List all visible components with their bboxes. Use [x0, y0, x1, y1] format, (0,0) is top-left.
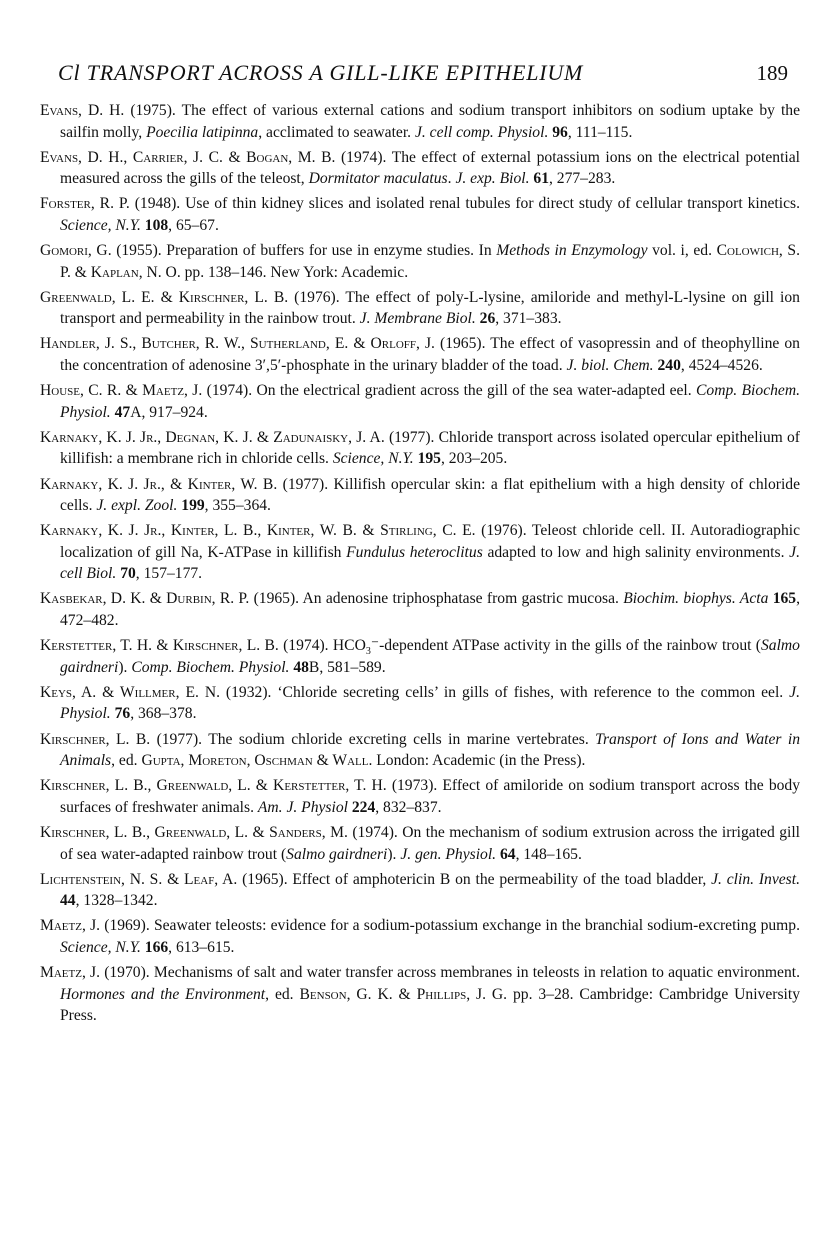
reference-journal: Science, N.Y. — [60, 938, 141, 956]
reference-authors: Kirschner, L. B., Greenwald, L. & Sanders, M. — [40, 823, 348, 841]
reference-entry — [40, 962, 800, 1027]
reference-title: ‘Chloride secreting cells’ in gills of fishes, with reference to the common eel. — [277, 683, 790, 701]
reference-journal: Am. J. Physiol — [257, 798, 348, 816]
reference-volume: 70 — [120, 565, 136, 583]
reference-text: , acclimated to seawater. — [258, 123, 415, 141]
reference-journal: J. cell Biol. — [60, 543, 800, 583]
reference-year: (1974). — [278, 637, 333, 655]
reference-volume: 44 — [60, 892, 76, 910]
reference-year: (1973). — [386, 777, 443, 795]
reference-volume: 166 — [144, 938, 169, 956]
reference-year: (1975). — [124, 102, 182, 119]
reference-pages: , 65–67. — [168, 216, 219, 234]
reference-year: (1955). — [111, 242, 167, 260]
reference-text: vol. i, ed. — [647, 242, 717, 260]
reference-book-title: Methods in Enzymology — [496, 242, 648, 260]
reference-entry — [40, 147, 800, 190]
reference-volume: 96 — [552, 123, 568, 141]
reference-volume: 64 — [499, 845, 516, 863]
reference-volume: 26 — [479, 310, 496, 328]
reference-volume: 224 — [351, 798, 376, 816]
reference-authors: Maetz, J. — [40, 963, 101, 981]
reference-journal: Science, N.Y. — [60, 216, 141, 234]
running-title: Cl TRANSPORT ACROSS A GILL-LIKE EPITHELIUM — [58, 60, 584, 85]
reference-book-title: Hormones and the Environment — [60, 985, 266, 1003]
reference-volume-suffix: B — [308, 658, 320, 676]
reference-year: (1976). — [288, 288, 346, 306]
reference-authors: Handler, J. S., Butcher, R. W., Sutherland, E. & Orloff, J. — [40, 335, 435, 353]
reference-entry — [40, 100, 800, 143]
reference-title: On the electrical gradient across the gill of the sea water-adapted eel. — [256, 382, 697, 400]
reference-text: . — [447, 170, 456, 188]
reference-entry — [40, 240, 800, 283]
reference-entry — [40, 193, 800, 236]
reference-year: (1948). — [129, 195, 186, 213]
reference-entry — [40, 729, 800, 772]
reference-year: (1977). — [150, 730, 209, 748]
reference-volume: 195 — [417, 450, 441, 468]
reference-year: (1977). — [384, 428, 439, 446]
reference-journal: Science, N.Y. — [332, 450, 414, 468]
reference-journal: Comp. Biochem. Physiol. — [131, 658, 290, 676]
reference-title: Preparation of buffers for use in enzyme studies. In — [166, 242, 497, 260]
reference-volume: 48 — [293, 658, 309, 676]
reference-text: ). — [118, 658, 132, 676]
reference-authors: Lichtenstein, N. S. & Leaf, A. — [40, 870, 238, 888]
reference-volume: 240 — [657, 357, 681, 375]
reference-entry — [40, 427, 800, 470]
reference-journal: J. expl. Zool. — [96, 497, 178, 515]
reference-journal: J. biol. Chem. — [566, 357, 654, 375]
reference-entry — [40, 682, 800, 725]
reference-journal: J. Membrane Biol. — [359, 310, 476, 328]
reference-volume: 199 — [181, 497, 205, 515]
reference-entry — [40, 474, 800, 517]
reference-journal: J. Physiol. — [60, 683, 800, 723]
reference-title: The effect of vasopressin and of theophylline on the concentration of adenosine 3′,5′-phosphate in the urinary bladder of the toad. — [60, 335, 800, 375]
reference-list — [40, 100, 800, 1030]
reference-pages: , 472–482. — [60, 590, 800, 630]
reference-pages: , 355–364. — [204, 497, 271, 515]
reference-journal: J. gen. Physiol. — [400, 845, 497, 863]
reference-pages: , 148–165. — [515, 845, 582, 863]
reference-title: On the mechanism of sodium extrusion across the irrigated gill of sea water-adapted rainbow trout ( — [60, 823, 800, 863]
reference-authors: Evans, D. H. — [40, 102, 125, 119]
reference-year: (1977). — [277, 475, 334, 493]
reference-year: (1965). — [434, 335, 491, 353]
reference-entry — [40, 588, 800, 631]
reference-pages: , 157–177. — [135, 565, 203, 583]
reference-entry — [40, 869, 800, 912]
reference-entry — [40, 775, 800, 818]
reference-volume: 47 — [114, 403, 131, 421]
reference-pages: , 1328–1342. — [75, 892, 158, 910]
reference-journal: Comp. Biochem. Physiol. — [60, 382, 800, 421]
reference-authors: Gomori, G. — [40, 242, 112, 260]
reference-entry — [40, 822, 800, 865]
reference-pages: , 917–924. — [141, 403, 208, 421]
reference-text: ). — [387, 845, 401, 863]
reference-entry — [40, 333, 800, 376]
reference-authors: Kasbekar, D. K. & Durbin, R. P. — [40, 590, 250, 608]
reference-volume: 108 — [144, 216, 169, 234]
reference-title: An adenosine triphosphatase from gastric mucosa. — [302, 590, 624, 608]
running-header — [58, 60, 788, 90]
reference-book-title: Transport of Ions and Water in Animals — [60, 730, 800, 770]
reference-editors: Benson, G. K. & Phillips, J. G. — [299, 985, 508, 1003]
reference-text: adapted to low and high salinity environments. — [482, 543, 790, 561]
reference-title: Chloride transport across isolated opercular epithelium of killifish: a membrane rich in chloride cells. — [60, 428, 800, 468]
reference-journal: J. cell comp. Physiol. — [414, 123, 549, 141]
reference-text: , ed. — [111, 752, 142, 770]
reference-title: The effect of poly-L-lysine, amiloride and methyl-L-lysine on gill ion transport and permeability in the rainbow trout. — [60, 288, 800, 328]
reference-text: , ed. — [265, 985, 300, 1003]
reference-journal: Biochim. biophys. Acta — [623, 590, 769, 608]
reference-title: Seawater teleosts: evidence for a sodium-potassium exchange in the branchial sodium-excreting pump. — [153, 917, 800, 935]
reference-year: (1970). — [100, 963, 154, 981]
reference-authors: Karnaky, K. J. Jr., Degnan, K. J. & Zadunaisky, J. A. — [40, 428, 385, 446]
reference-pages: , 613–615. — [168, 938, 235, 956]
reference-editors: Gupta, Moreton, Oschman & Wall — [141, 752, 369, 770]
reference-pages: , 368–378. — [130, 705, 197, 723]
reference-year: (1974). — [202, 382, 257, 400]
reference-year: (1969). — [100, 917, 154, 935]
reference-subscript: 3 — [365, 646, 371, 658]
reference-title-prefix: HCO — [332, 637, 366, 655]
reference-pages: , 4524–4526. — [680, 357, 763, 375]
reference-publisher: . London: Academic (in the Press). — [368, 752, 586, 770]
reference-species: Fundulus heteroclitus — [346, 543, 483, 561]
reference-title: Teleost chloride cell. II. Autoradiographic localization of gill Na, K-ATPase in killifish — [60, 522, 800, 561]
reference-authors: Forster, R. P. — [40, 195, 130, 213]
reference-entry — [40, 635, 800, 678]
reference-authors: Evans, D. H., Carrier, J. C. & Bogan, M. B. — [40, 148, 336, 166]
reference-pages: , 581–589. — [319, 658, 386, 676]
reference-title: Mechanisms of salt and water transfer across membranes in teleosts in relation to aquatic environment. — [153, 963, 800, 981]
reference-pages: , 111–115. — [567, 123, 633, 141]
reference-authors: Kirschner, L. B., Greenwald, L. & Kerstetter, T. H. — [40, 777, 387, 795]
reference-entry — [40, 520, 800, 585]
reference-volume-suffix: A — [130, 403, 142, 421]
reference-title: The sodium chloride excreting cells in marine vertebrates. — [208, 730, 596, 748]
reference-title: Effect of amphotericin B on the permeability of the toad bladder, — [292, 870, 712, 888]
reference-authors: Keys, A. & Willmer, E. N. — [40, 683, 220, 701]
reference-title: Use of thin kidney slices and isolated renal tubules for direct study of cellular transport kinetics. — [185, 195, 800, 213]
reference-publisher: pp. 138–146. New York: Academic. — [180, 263, 409, 281]
reference-journal: J. exp. Biol. — [455, 170, 530, 188]
reference-authors: Greenwald, L. E. & Kirschner, L. B. — [40, 288, 289, 306]
reference-volume: 61 — [533, 170, 549, 188]
reference-year: (1965). — [249, 590, 303, 608]
reference-entry — [40, 380, 800, 423]
reference-year: (1974). — [347, 823, 403, 841]
reference-entry — [40, 915, 800, 958]
reference-title: The effect of external potassium ions on the electrical potential measured across the gills of the teleost, — [60, 148, 800, 188]
reference-year: (1974). — [335, 148, 392, 166]
page-number: 189 — [756, 61, 788, 85]
reference-species: Salmo gairdneri — [60, 637, 800, 676]
reference-title: ⁻-dependent ATPase activity in the gills of the rainbow trout ( — [370, 637, 761, 655]
reference-pages: , 203–205. — [440, 450, 508, 468]
reference-volume: 76 — [114, 705, 131, 723]
reference-pages: , 277–283. — [548, 170, 616, 188]
reference-editors: Colowich, S. P. & Kaplan, N. O. — [60, 242, 800, 281]
reference-authors: Maetz, J. — [40, 917, 101, 935]
reference-title: The effect of various external cations and sodium transport inhibitors on sodium uptake by the sailfin molly, — [60, 102, 800, 141]
reference-pages: , 832–837. — [375, 798, 442, 816]
reference-species: Dormitator maculatus — [308, 170, 448, 188]
reference-authors: Kirschner, L. B. — [40, 730, 151, 748]
reference-year: (1976). — [475, 522, 532, 540]
reference-authors: Karnaky, K. J. Jr., Kinter, L. B., Kinter, W. B. & Stirling, C. E. — [40, 522, 476, 540]
reference-publisher: pp. 3–28. Cambridge: Cambridge University Press. — [60, 985, 800, 1025]
reference-pages: , 371–383. — [495, 310, 562, 328]
reference-authors: Karnaky, K. J. Jr., & Kinter, W. B. — [40, 475, 278, 493]
reference-journal: J. clin. Invest. — [711, 870, 800, 888]
reference-species: Poecilia latipinna — [146, 123, 259, 141]
reference-year: (1932). — [219, 683, 278, 701]
reference-title: Killifish opercular skin: a flat epithelium with a high density of chloride cells. — [60, 475, 800, 515]
reference-authors: House, C. R. & Maetz, J. — [40, 382, 203, 400]
reference-entry — [40, 287, 800, 330]
reference-year: (1965). — [237, 870, 293, 888]
reference-volume: 165 — [772, 590, 797, 608]
reference-species: Salmo gairdneri — [286, 845, 388, 863]
reference-title: Effect of amiloride on sodium transport across the body surfaces of freshwater animals. — [60, 777, 801, 816]
reference-authors: Kerstetter, T. H. & Kirschner, L. B. — [40, 637, 279, 655]
